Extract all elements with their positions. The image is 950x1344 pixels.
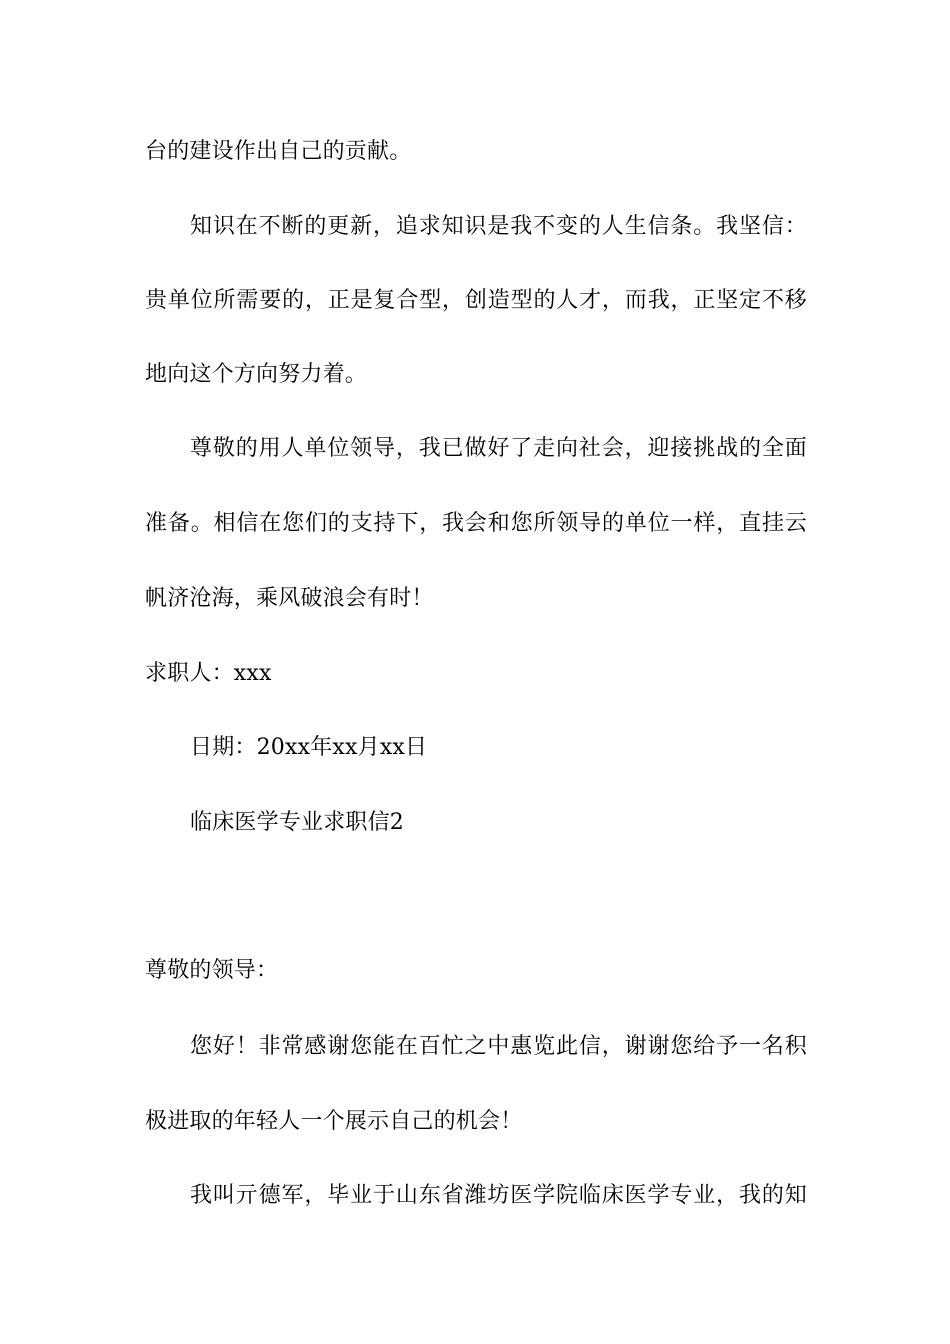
paragraph-line: 地向这个方向努力着。 <box>145 362 368 387</box>
section-title: 临床医学专业求职信2 <box>190 810 404 835</box>
signature-line: 求职人：xxx <box>145 661 272 686</box>
paragraph-line: 极进取的年轻人一个展示自己的机会！ <box>145 1109 523 1134</box>
paragraph-line: 准备。相信在您们的支持下，我会和您所领导的单位一样，直挂云 <box>145 511 807 536</box>
salutation-line: 尊敬的领导： <box>145 958 279 983</box>
date-line: 日期：20xx年xx月xx日 <box>190 735 428 760</box>
paragraph-line: 您好！非常感谢您能在百忙之中惠览此信，谢谢您给予一名积 <box>190 1034 807 1059</box>
paragraph-line: 贵单位所需要的，正是复合型，创造型的人才，而我，正坚定不移 <box>145 288 807 313</box>
paragraph-line: 尊敬的用人单位领导，我已做好了走向社会，迎接挑战的全面 <box>190 436 807 461</box>
paragraph-line: 知识在不断的更新，追求知识是我不变的人生信条。我坚信： <box>190 214 807 239</box>
paragraph-line: 帆济沧海，乘风破浪会有时！ <box>145 586 434 611</box>
paragraph-line: 台的建设作出自己的贡献。 <box>145 139 412 164</box>
paragraph-line: 我叫亓德军，毕业于山东省潍坊医学院临床医学专业，我的知 <box>190 1183 807 1208</box>
